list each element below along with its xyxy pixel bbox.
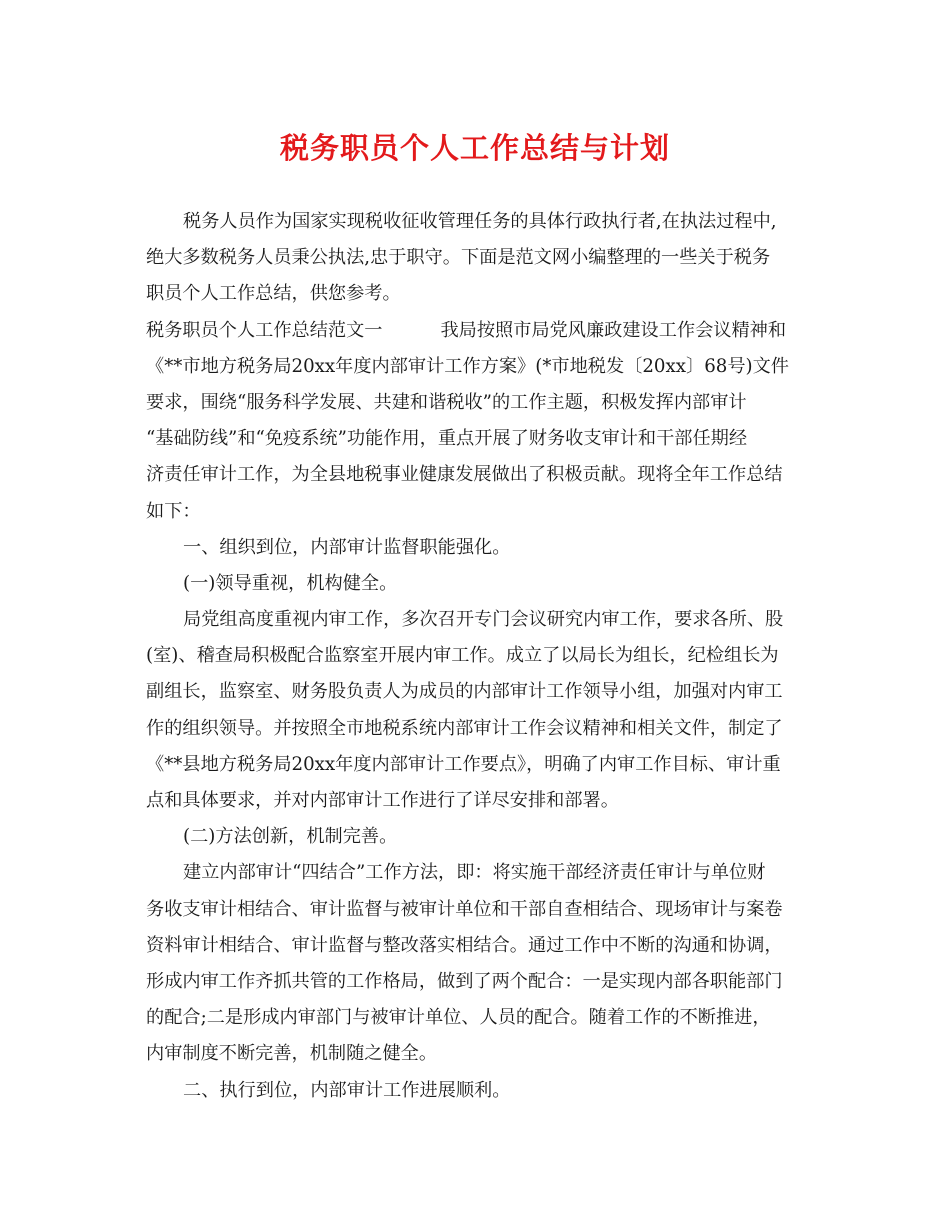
paragraph-line: 《**市地方税务局20xx年度内部审计工作方案》(*市地税发〔20xx〕68号)文件 bbox=[146, 355, 789, 377]
paragraph-line: 务收支审计相结合、审计监督与被审计单位和干部自查相结合、现场审计与案卷 bbox=[146, 898, 783, 920]
paragraph-line: 点和具体要求，并对内部审计工作进行了详尽安排和部署。 bbox=[146, 790, 619, 811]
paragraph-line: 的配合;二是形成内审部门与被审计单位、人员的配合。随着工作的不断推进， bbox=[146, 1007, 771, 1029]
heading-line: 二、执行到位，内部审计工作进展顺利。 bbox=[183, 1079, 511, 1101]
paragraph-line: 内审制度不断完善，机制随之健全。 bbox=[146, 1043, 438, 1065]
section-heading: 税务职员个人工作总结范文一 bbox=[146, 319, 383, 341]
paragraph-line: 资料审计相结合、审计监督与整改落实相结合。通过工作中不断的沟通和协调， bbox=[146, 934, 783, 956]
subheading-line: (一)领导重视，机构健全。 bbox=[183, 572, 398, 594]
paragraph-line: 局党组高度重视内审工作，多次召开专门会议研究内审工作，要求各所、股 bbox=[183, 609, 784, 631]
paragraph-line: 济责任审计工作，为全县地税事业健康发展做出了积极贡献。现将全年工作总结 bbox=[146, 464, 783, 486]
subheading-line: (二)方法创新，机制完善。 bbox=[183, 826, 398, 848]
paragraph-line: 要求，围绕“服务科学发展、共建和谐税收”的工作主题，积极发挥内部审计 bbox=[146, 391, 747, 413]
paragraph-line: “基础防线”和“免疫系统”功能作用，重点开展了财务收支审计和干部任期经 bbox=[146, 428, 748, 450]
section-heading-line bbox=[146, 313, 810, 349]
heading-line: 一、组织到位，内部审计监督职能强化。 bbox=[183, 536, 511, 558]
paragraph-line: 税务人员作为国家实现税收征收管理任务的具体行政执行者,在执法过程中, bbox=[183, 211, 777, 232]
paragraph-line: 形成内审工作齐抓共管的工作格局，做到了两个配合：一是实现内部各职能部门 bbox=[146, 970, 783, 992]
paragraph-line: 副组长，监察室、财务股负责人为成员的内部审计工作领导小组，加强对内审工 bbox=[146, 681, 783, 703]
document-title: 税务职员个人工作总结与计划 bbox=[279, 131, 670, 165]
paragraph-line: 如下： bbox=[146, 500, 201, 522]
paragraph-line: (室)、稽查局积极配合监察室开展内审工作。成立了以局长为组长，纪检组长为 bbox=[146, 645, 779, 667]
paragraph-line: 《**县地方税务局20xx年度内部审计工作要点》，明确了内审工作目标、审计重 bbox=[146, 753, 781, 775]
paragraph-line: 职员个人工作总结，供您参考。 bbox=[146, 283, 401, 305]
document-body bbox=[146, 204, 810, 1109]
paragraph-line: 作的组织领导。并按照全市地税系统内部审计工作会议精神和相关文件，制定了 bbox=[146, 717, 783, 739]
paragraph-line-text: 我局按照市局党风廉政建设工作会议精神和 bbox=[440, 319, 787, 341]
paragraph-line: 建立内部审计“四结合”工作方法，即：将实施干部经济责任审计与单位财 bbox=[183, 862, 766, 884]
paragraph-line: 绝大多数税务人员秉公执法,忠于职守。下面是范文网小编整理的一些关于税务 bbox=[146, 247, 771, 269]
